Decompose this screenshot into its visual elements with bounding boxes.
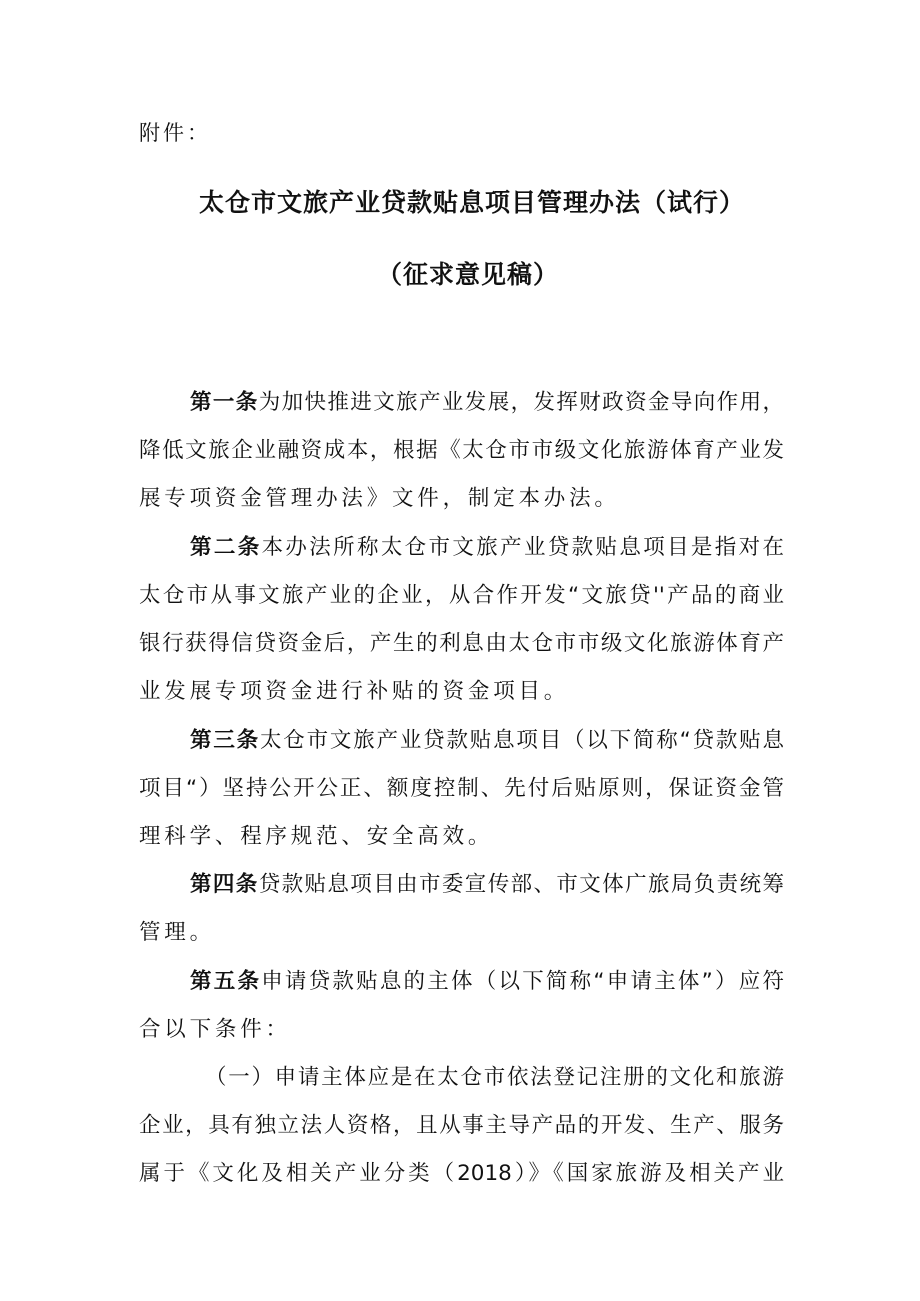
article-3-heading: 第三条 — [190, 728, 260, 753]
article-2-line-3: 银行获得信贷资金后，产生的利息由太仓市市级文化旅游体育产 — [139, 631, 784, 656]
article-4-heading: 第四条 — [190, 872, 259, 897]
clause-1-line-2: 企业，具有独立法人资格，且从事主导产品的开发、生产、服务 — [139, 1113, 784, 1138]
article-3-text: 太仓市文旅产业贷款贴息项目（以下简称“贷款贴息 — [259, 728, 784, 753]
article-3-line-2: 项目“）坚持公开公正、额度控制、先付后贴原则，保证资金管 — [139, 776, 784, 801]
article-4-line-1 — [190, 870, 784, 900]
article-1-line-3: 展专项资金管理办法》文件，制定本办法。 — [139, 486, 620, 511]
clause-1-line-3: 属于《文化及相关产业分类（2018）》《国家旅游及相关产业 — [139, 1161, 784, 1186]
article-3-line-1 — [190, 726, 784, 756]
document-subtitle: （征求意见稿） — [376, 260, 559, 289]
article-2-text: 本办法所称太仓市文旅产业贷款贴息项目是指对在 — [261, 535, 784, 560]
article-2-line-4: 业发展专项资金进行补贴的资金项目。 — [139, 679, 570, 704]
article-1-heading: 第一条 — [190, 390, 259, 415]
article-5-line-1 — [190, 967, 784, 997]
article-1-line-2: 降低文旅企业融资成本，根据《太仓市市级文化旅游体育产业发 — [139, 438, 784, 463]
article-1-line-1 — [190, 388, 784, 418]
article-1-text: 为加快推进文旅产业发展，发挥财政资金导向作用， — [258, 390, 784, 415]
article-5-text: 申请贷款贴息的主体（以下简称“申请主体”）应符 — [261, 969, 784, 994]
article-4-text: 贷款贴息项目由市委宣传部、市文体广旅局负责统筹 — [258, 872, 784, 897]
article-2-line-1 — [190, 533, 784, 563]
attachment-label: 附件： — [139, 121, 211, 145]
article-3-line-3: 理科学、程序规范、安全高效。 — [139, 824, 494, 849]
article-2-line-2: 太仓市从事文旅产业的企业，从合作开发“文旅贷''产品的商业 — [139, 583, 784, 608]
article-2-heading: 第二条 — [190, 535, 262, 560]
article-5-heading: 第五条 — [190, 969, 262, 994]
article-4-line-2: 管理。 — [139, 920, 215, 945]
clause-1-line-1: （一）申请主体应是在太仓市依法登记注册的文化和旅游 — [205, 1065, 784, 1090]
document-title: 太仓市文旅产业贷款贴息项目管理办法（试行） — [198, 188, 745, 217]
article-5-line-2: 合以下条件： — [139, 1017, 291, 1042]
